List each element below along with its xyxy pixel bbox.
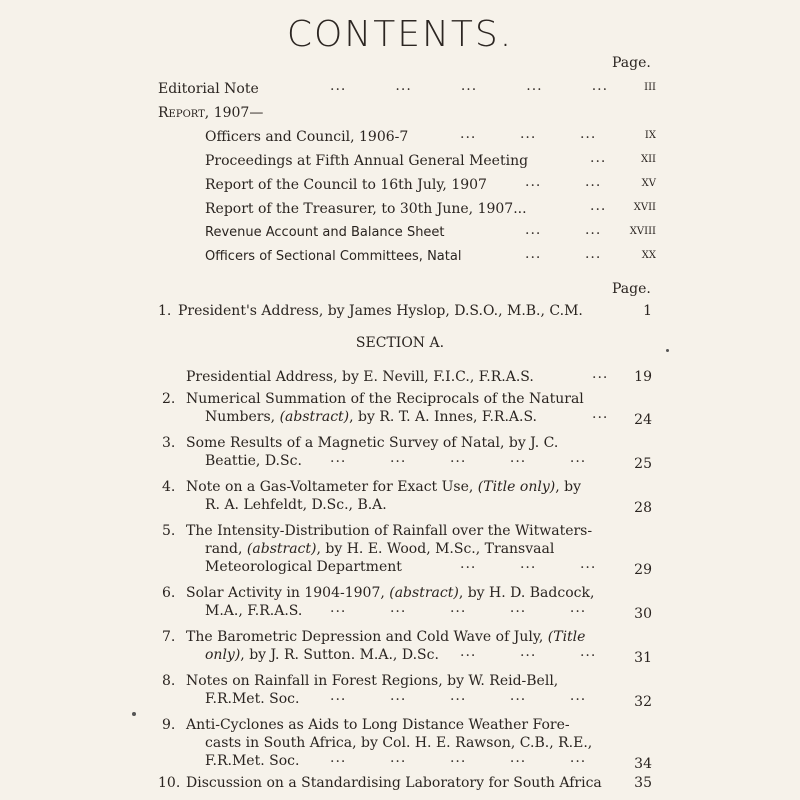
toc-leader: ... ... <box>525 222 602 238</box>
toc-entry-line: Some Results of a Magnetic Survey of Natal, by J. C. <box>186 435 559 451</box>
toc-page-number: ix <box>644 126 656 142</box>
toc-page-number: xviii <box>629 222 656 238</box>
toc-page-number: 35 <box>634 775 652 791</box>
toc-entry-line: F.R.Met. Soc. <box>205 691 300 707</box>
toc-page-number: xv <box>641 174 656 190</box>
toc-report-item-label: Officers and Council, 1906-7 <box>205 129 409 145</box>
toc-leader: ... <box>590 150 607 166</box>
toc-leader: ... ... ... ... ... <box>330 600 587 616</box>
page-column-header: Page. <box>612 281 651 297</box>
toc-entry-line: The Barometric Depression and Cold Wave of July, (Title <box>186 629 586 645</box>
toc-entry-line: only), by J. R. Sutton. M.A., D.Sc. <box>205 647 439 663</box>
toc-leader: ... ... <box>525 246 602 262</box>
toc-presidents-address-label: President's Address, by James Hyslop, D.S.O., M.B., C.M. <box>178 303 583 319</box>
toc-entry-line: F.R.Met. Soc. <box>205 753 300 769</box>
toc-entry-number: 2. <box>162 391 176 407</box>
toc-page-number: 19 <box>634 369 652 385</box>
page-column-header: Page. <box>612 55 651 71</box>
toc-entry-number: 10. <box>158 775 181 791</box>
toc-entry-line: Anti-Cyclones as Aids to Long Distance Weather Fore- <box>186 717 570 733</box>
toc-entry-line: R. A. Lehfeldt, D.Sc., B.A. <box>205 497 387 513</box>
toc-leader: ... <box>592 406 609 422</box>
toc-page-number: 34 <box>634 756 652 772</box>
toc-entry-line: casts in South Africa, by Col. H. E. Rawson, C.B., R.E., <box>205 735 593 751</box>
toc-leader: ... <box>590 198 607 214</box>
toc-entry-number: 5. <box>162 523 176 539</box>
toc-entry-number: 9. <box>162 717 176 733</box>
toc-entry-line: Presidential Address, by E. Nevill, F.I.C., F.R.A.S. <box>186 369 534 385</box>
toc-report-heading: Report, 1907— <box>158 105 264 121</box>
toc-report-item-label: Report of the Council to 16th July, 1907 <box>205 177 487 193</box>
toc-leader: ... ... ... <box>460 126 597 142</box>
toc-leader: ... <box>592 366 609 382</box>
section-heading: SECTION A. <box>355 335 445 351</box>
toc-leader: ... ... ... ... ... <box>330 750 587 766</box>
toc-page-number: 24 <box>634 412 652 428</box>
toc-leader: ... ... ... ... ... <box>330 78 609 94</box>
toc-report-item-label: Proceedings at Fifth Annual General Meeting <box>205 153 529 169</box>
paper-speck <box>666 349 669 352</box>
toc-leader: ... ... ... ... ... <box>330 450 587 466</box>
toc-page-number: 30 <box>634 606 652 622</box>
toc-entry-line: Beattie, D.Sc. <box>205 453 302 469</box>
toc-entry-line: Solar Activity in 1904-1907, (abstract), by H. D. Badcock, <box>186 585 595 601</box>
toc-leader: ... ... <box>525 174 602 190</box>
toc-entry-number: 4. <box>162 479 176 495</box>
toc-entry-line: Note on a Gas-Voltameter for Exact Use, (Title only), by <box>186 479 581 495</box>
toc-leader: ... ... ... <box>460 556 597 572</box>
toc-entry-number: 7. <box>162 629 176 645</box>
toc-report-item-label: Revenue Account and Balance Sheet <box>205 225 445 240</box>
toc-page-number: 25 <box>634 456 652 472</box>
toc-leader: ... ... ... <box>460 644 597 660</box>
toc-editorial-note-label: Editorial Note <box>158 81 259 97</box>
toc-entry-number: 6. <box>162 585 176 601</box>
toc-page-number: xii <box>640 150 656 166</box>
toc-entry-line: Notes on Rainfall in Forest Regions, by W. Reid-Bell, <box>186 673 559 689</box>
toc-report-item-label: Report of the Treasurer, to 30th June, 1907... <box>205 201 527 217</box>
toc-leader: ... ... ... ... ... <box>330 688 587 704</box>
toc-entry-number: 3. <box>162 435 176 451</box>
toc-page-number: 32 <box>634 694 652 710</box>
toc-page-number: xvii <box>633 198 656 214</box>
toc-page-number: 29 <box>634 562 652 578</box>
toc-entry-number: 8. <box>162 673 176 689</box>
page-title: CONTENTS. <box>286 14 514 55</box>
toc-entry-number: 1. <box>158 303 172 319</box>
toc-page-number: 1 <box>643 303 652 319</box>
toc-entry-line: rand, (abstract), by H. E. Wood, M.Sc., Transvaal <box>205 541 555 557</box>
toc-page-number: iii <box>644 78 656 94</box>
toc-entry-line: Discussion on a Standardising Laboratory for South Africa <box>186 775 602 791</box>
toc-entry-line: Meteorological Department <box>205 559 402 575</box>
toc-page-number: 28 <box>634 500 652 516</box>
toc-entry-line: M.A., F.R.A.S. <box>205 603 303 619</box>
paper-speck <box>132 712 136 716</box>
toc-page-number: xx <box>641 246 656 262</box>
toc-entry-line: The Intensity-Distribution of Rainfall over the Witwaters- <box>186 523 593 539</box>
toc-entry-line: Numerical Summation of the Reciprocals of the Natural <box>186 391 584 407</box>
toc-entry-line: Numbers, (abstract), by R. T. A. Innes, F.R.A.S. <box>205 409 538 425</box>
toc-report-item-label: Officers of Sectional Committees, Natal <box>205 249 462 264</box>
toc-page-number: 31 <box>634 650 652 666</box>
